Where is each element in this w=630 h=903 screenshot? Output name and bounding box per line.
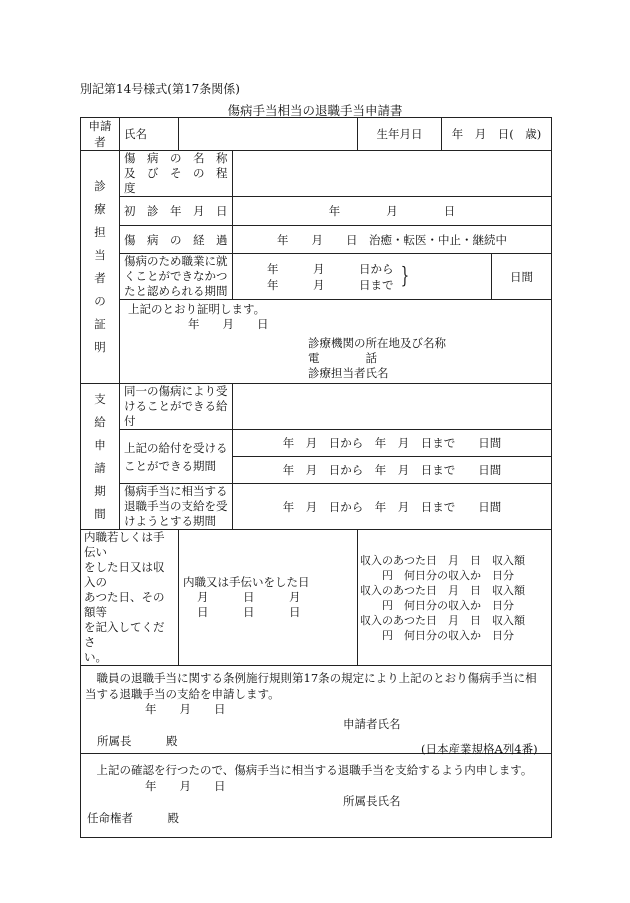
label-line: 同一の傷病により受 bbox=[124, 384, 228, 398]
benefit-period-field-a[interactable]: 年 月 日から 年 月 日まで 日間 bbox=[233, 430, 552, 457]
label-line: 傷病のため職業に就 bbox=[124, 254, 228, 268]
doctor-name-label: 診療担当者氏名 bbox=[308, 366, 389, 380]
requested-period-field[interactable]: 年 月 日から 年 月 日まで 日間 bbox=[233, 484, 552, 530]
side-char: 療 bbox=[94, 202, 106, 216]
income-line: 収入のあつた日 月 日 収入額 bbox=[360, 553, 525, 567]
income-line: 円 何日分の収入か 日分 bbox=[360, 568, 514, 582]
appointing-authority-addressee: 任命権者 殿 bbox=[87, 811, 179, 825]
recommendation-text: 上記の確認を行つたので、傷病手当に相当する退職手当を支給するよう内申します。 bbox=[85, 763, 533, 777]
progress-field[interactable]: 年 月 日 治癒・転医・中止・継続中 bbox=[233, 226, 552, 254]
application-text-line: 職員の退職手当に関する条例施行規則第17条の規定により上記のとおり傷病手当に相 bbox=[85, 671, 537, 685]
label-line: 初 診 年 月 日 bbox=[124, 204, 228, 218]
side-char: 請 bbox=[94, 460, 106, 475]
form-title: 傷病手当相当の退職手当申請書 bbox=[227, 103, 403, 118]
incapacity-period-label bbox=[120, 254, 233, 300]
days-label: 日間 bbox=[510, 269, 533, 284]
label-line: ことができる期間 bbox=[124, 458, 216, 473]
side-char: 者 bbox=[94, 271, 106, 285]
days-worked-field[interactable] bbox=[179, 530, 358, 666]
side-char: 間 bbox=[94, 506, 106, 521]
side-char: 支 bbox=[94, 391, 106, 406]
incapacity-period-field[interactable] bbox=[233, 254, 492, 300]
instruction-line: 内職若しくは手伝い bbox=[84, 530, 165, 559]
applicant-name-label: 申請者氏名 bbox=[343, 717, 401, 731]
days-worked-line: 日 日 日 bbox=[197, 605, 301, 619]
days-worked-line: 内職又は手伝いをした日 bbox=[183, 575, 310, 589]
side-char: 給 bbox=[94, 414, 106, 429]
chief-name-label: 所属長氏名 bbox=[343, 794, 401, 808]
instruction-line: をした日又は収入の bbox=[84, 560, 165, 589]
side-char: 明 bbox=[94, 340, 106, 354]
birth-field[interactable]: 年 月 日( 歳) bbox=[442, 118, 552, 151]
applicant-label-cell bbox=[81, 118, 120, 151]
recommendation-block bbox=[81, 754, 552, 838]
certification-statement: 上記のとおり証明します。 bbox=[128, 302, 266, 316]
side-char: 期 bbox=[94, 483, 106, 498]
income-line: 円 何日分の収入か 日分 bbox=[360, 598, 514, 612]
instruction-line: い。 bbox=[84, 650, 107, 664]
benefit-period-field-b[interactable]: 年 月 日から 年 月 日まで 日間 bbox=[233, 457, 552, 484]
label-line: くことができなかつ bbox=[124, 269, 228, 283]
period-from: 年 月 日から bbox=[267, 261, 394, 276]
label-line: 及 び そ の 程 度 bbox=[124, 166, 239, 195]
label-line: けることができる給付 bbox=[124, 399, 228, 428]
name-label-cell bbox=[120, 118, 179, 151]
application-text-line: 当する退職手当の支給を申請します。 bbox=[85, 687, 280, 701]
income-instruction bbox=[81, 530, 179, 666]
side-char: 担 bbox=[94, 225, 106, 239]
illness-name-field[interactable] bbox=[233, 151, 552, 197]
income-line: 円 何日分の収入か 日分 bbox=[360, 628, 514, 642]
income-details-field[interactable] bbox=[358, 530, 552, 666]
label-line: たと認められる期間 bbox=[124, 284, 228, 298]
side-char: の bbox=[94, 294, 106, 308]
birth-label-cell bbox=[358, 118, 442, 151]
income-line: 収入のあつた日 月 日 収入額 bbox=[360, 583, 525, 597]
medical-institution-label: 診療機関の所在地及び名称 bbox=[308, 336, 446, 350]
side-char: 証 bbox=[94, 317, 106, 331]
period-to: 年 月 日まで bbox=[267, 277, 394, 292]
form-number: 別記第14号様式(第17条関係) bbox=[80, 82, 240, 96]
right-brace-icon: } bbox=[400, 263, 409, 289]
department-head-addressee: 所属長 殿 bbox=[97, 734, 178, 748]
requested-period-label bbox=[120, 484, 233, 530]
recommendation-date: 年 月 日 bbox=[145, 779, 226, 793]
side-char: 診 bbox=[94, 179, 106, 193]
incapacity-days-field[interactable] bbox=[492, 254, 552, 300]
name-field[interactable] bbox=[179, 118, 358, 151]
label-line: 傷 病 の 名 称 bbox=[124, 151, 228, 165]
doctor-certification-block bbox=[120, 300, 552, 384]
label-line: 退職手当の支給を受 bbox=[124, 499, 228, 513]
side-char: 申 bbox=[94, 437, 106, 452]
phone-label: 電 話 bbox=[308, 351, 377, 365]
income-line: 収入のあつた日 月 日 収入額 bbox=[360, 613, 525, 627]
birth-label: 生年月日 bbox=[376, 127, 423, 141]
first-visit-field[interactable]: 年 月 日 bbox=[233, 197, 552, 226]
days-worked-line: 月 日 月 bbox=[197, 590, 301, 604]
certification-date: 年 月 日 bbox=[188, 317, 269, 331]
illness-name-label bbox=[120, 151, 239, 197]
first-visit-label bbox=[120, 197, 233, 226]
same-illness-benefit-label bbox=[120, 384, 233, 430]
application-date: 年 月 日 bbox=[145, 702, 226, 716]
paper-standard-note: (日本産業規格A列4番) bbox=[421, 742, 538, 756]
doctor-certification-side-label bbox=[81, 151, 120, 384]
instruction-line: を記入してくださ bbox=[84, 620, 165, 649]
same-illness-benefit-field[interactable] bbox=[233, 384, 552, 430]
label-line: 上記の給付を受ける bbox=[124, 440, 228, 455]
side-char: 当 bbox=[94, 248, 106, 262]
name-label: 氏名 bbox=[124, 127, 147, 141]
payment-period-side-label bbox=[81, 384, 120, 530]
benefit-period-label bbox=[120, 430, 233, 484]
applicant-label: 申請者 bbox=[88, 119, 112, 149]
label-line: けようとする期間 bbox=[124, 514, 216, 528]
progress-label bbox=[120, 226, 233, 254]
application-form-table bbox=[80, 117, 552, 838]
label-line: 傷 病 の 経 過 bbox=[124, 232, 228, 247]
label-line: 傷病手当に相当する bbox=[124, 484, 228, 498]
instruction-line: あつた日、その額等 bbox=[84, 590, 165, 619]
